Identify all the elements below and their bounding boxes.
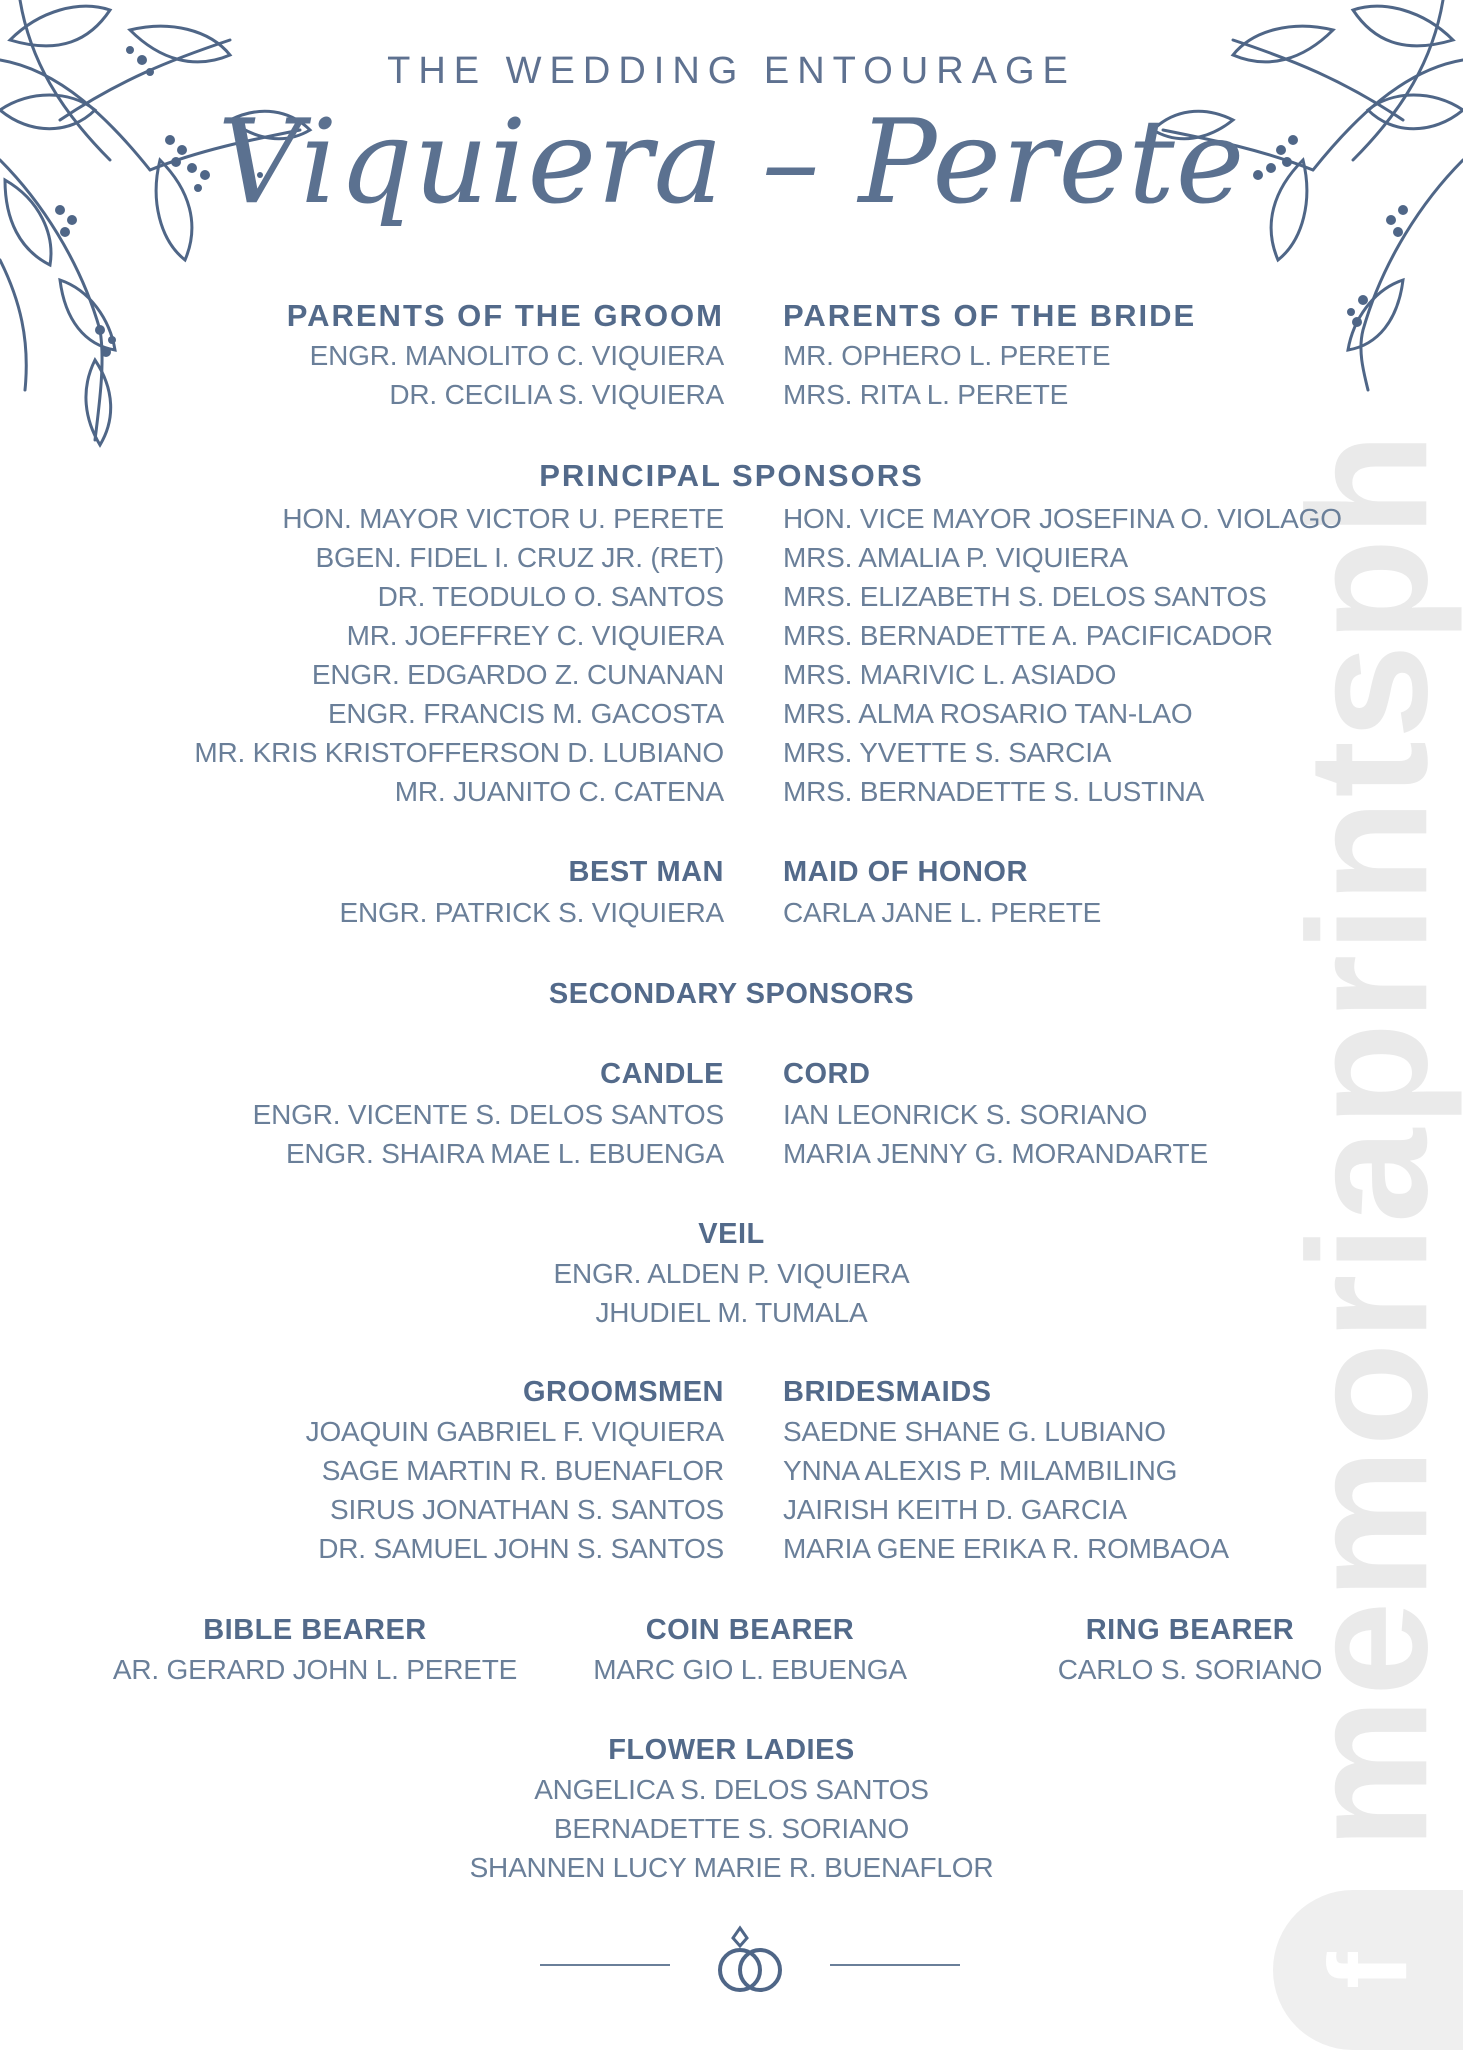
- list-item: SIRUS JONATHAN S. SANTOS: [329, 1494, 724, 1525]
- list-item: YNNA ALEXIS P. MILAMBILING: [783, 1455, 1178, 1486]
- list-item: MRS. BERNADETTE S. LUSTINA: [783, 776, 1205, 807]
- list-item: MR. OPHERO L. PERETE: [783, 340, 1111, 371]
- rings-ornament: [540, 1920, 960, 2000]
- list-item: ENGR. MANOLITO C. VIQUIERA: [309, 340, 724, 371]
- veil-list: [0, 1254, 1463, 1332]
- candle-heading: CANDLE: [600, 1058, 724, 1090]
- principal-sponsors-right: [783, 499, 1342, 811]
- maid-of-honor-heading: MAID OF HONOR: [783, 856, 1028, 888]
- wedding-rings-icon: [705, 1920, 795, 2000]
- bible-bearer-name: AR. GERARD JOHN L. PERETE: [112, 1654, 518, 1685]
- principal-sponsors-heading: PRINCIPAL SPONSORS: [539, 458, 924, 493]
- list-item: JAIRISH KEITH D. GARCIA: [783, 1494, 1127, 1525]
- page-kicker: THE WEDDING ENTOURAGE: [387, 50, 1076, 92]
- list-item: DR. CECILIA S. VIQUIERA: [389, 379, 724, 410]
- list-item: MRS. AMALIA P. VIQUIERA: [783, 542, 1129, 573]
- list-item: JHUDIEL M. TUMALA: [595, 1297, 868, 1328]
- groomsmen-heading: GROOMSMEN: [522, 1376, 724, 1408]
- list-item: ENGR. VICENTE S. DELOS SANTOS: [252, 1099, 724, 1130]
- best-man-name: ENGR. PATRICK S. VIQUIERA: [339, 897, 724, 928]
- list-item: BGEN. FIDEL I. CRUZ JR. (RET): [315, 542, 724, 573]
- list-item: MR. KRIS KRISTOFFERSON D. LUBIANO: [194, 737, 724, 768]
- groomsmen-list: [306, 1412, 724, 1568]
- coin-bearer-heading: COIN BEARER: [645, 1614, 855, 1646]
- list-item: SAGE MARTIN R. BUENAFLOR: [321, 1455, 724, 1486]
- secondary-sponsors-heading: SECONDARY SPONSORS: [548, 978, 915, 1010]
- list-item: DR. SAMUEL JOHN S. SANTOS: [318, 1533, 724, 1564]
- flower-ladies-heading: FLOWER LADIES: [608, 1734, 855, 1766]
- list-item: MARIA GENE ERIKA R. ROMBAOA: [783, 1533, 1229, 1564]
- list-item: HON. VICE MAYOR JOSEFINA O. VIOLAGO: [783, 503, 1342, 534]
- list-item: MRS. BERNADETTE A. PACIFICADOR: [783, 620, 1273, 651]
- bridesmaids-list: [783, 1412, 1229, 1568]
- list-item: MRS. MARIVIC L. ASIADO: [783, 659, 1117, 690]
- groom-parents-list: [310, 336, 724, 414]
- list-item: ENGR. EDGARDO Z. CUNANAN: [311, 659, 724, 690]
- list-item: MRS. ELIZABETH S. DELOS SANTOS: [783, 581, 1267, 612]
- list-item: ENGR. ALDEN P. VIQUIERA: [553, 1258, 910, 1289]
- list-item: IAN LEONRICK S. SORIANO: [783, 1099, 1148, 1130]
- list-item: MR. JUANITO C. CATENA: [394, 776, 724, 807]
- cord-heading: CORD: [783, 1058, 871, 1090]
- divider-left: [540, 1964, 670, 1966]
- ring-bearer-name: CARLO S. SORIANO: [1057, 1654, 1323, 1685]
- watermark-text: memoriaprintsph: [1273, 430, 1463, 1850]
- list-item: MARIA JENNY G. MORANDARTE: [783, 1138, 1208, 1169]
- list-item: ENGR. FRANCIS M. GACOSTA: [327, 698, 724, 729]
- list-item: MRS. ALMA ROSARIO TAN-LAO: [783, 698, 1193, 729]
- list-item: HON. MAYOR VICTOR U. PERETE: [282, 503, 724, 534]
- groom-parents-heading: PARENTS OF THE GROOM: [286, 298, 724, 333]
- cord-list: [783, 1095, 1208, 1173]
- list-item: SAEDNE SHANE G. LUBIANO: [783, 1416, 1166, 1447]
- bible-bearer-heading: BIBLE BEARER: [203, 1614, 427, 1646]
- bride-parents-list: [783, 336, 1110, 414]
- veil-heading: VEIL: [698, 1218, 765, 1250]
- coin-bearer-name: MARC GIO L. EBUENGA: [593, 1654, 907, 1685]
- bridesmaids-heading: BRIDESMAIDS: [783, 1376, 992, 1408]
- divider-right: [830, 1964, 960, 1966]
- best-man-heading: BEST MAN: [568, 856, 724, 888]
- bride-parents-heading: PARENTS OF THE BRIDE: [783, 298, 1197, 333]
- facebook-icon: f: [1273, 1890, 1463, 2050]
- candle-list: [253, 1095, 724, 1173]
- list-item: MRS. RITA L. PERETE: [783, 379, 1069, 410]
- list-item: DR. TEODULO O. SANTOS: [377, 581, 724, 612]
- flower-ladies-list: [0, 1770, 1463, 1887]
- list-item: MR. JOEFFREY C. VIQUIERA: [346, 620, 724, 651]
- list-item: SHANNEN LUCY MARIE R. BUENAFLOR: [469, 1852, 994, 1883]
- principal-sponsors-left: [194, 499, 724, 811]
- list-item: ANGELICA S. DELOS SANTOS: [534, 1774, 929, 1805]
- list-item: ENGR. SHAIRA MAE L. EBUENGA: [285, 1138, 724, 1169]
- ring-bearer-heading: RING BEARER: [1085, 1614, 1295, 1646]
- list-item: JOAQUIN GABRIEL F. VIQUIERA: [305, 1416, 724, 1447]
- couple-names: Viquiera – Perete: [217, 95, 1246, 230]
- list-item: MRS. YVETTE S. SARCIA: [783, 737, 1112, 768]
- maid-of-honor-name: CARLA JANE L. PERETE: [783, 897, 1102, 928]
- list-item: BERNADETTE S. SORIANO: [553, 1813, 910, 1844]
